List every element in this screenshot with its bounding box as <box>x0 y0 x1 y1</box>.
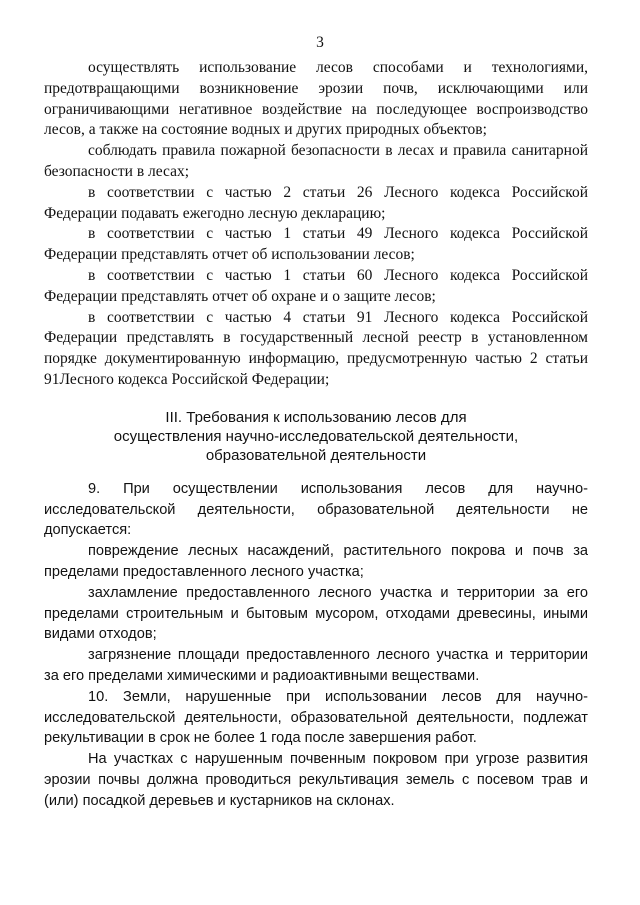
paragraph-damage: повреждение лесных насаждений, растительного покрова и почв за пределами предоставленного лесного участка; <box>44 543 588 580</box>
paragraph-recultivation: На участках с нарушенным почвенным покровом при угрозе развития эрозии почвы должна проводиться рекультивация земель с посевом трав и (или) посадкой деревьев и кустарников на склонах. <box>44 751 588 809</box>
document-body <box>44 58 588 812</box>
section-heading-line-1: III. Требования к использованию лесов для <box>165 408 467 426</box>
paragraph-fire-safety: соблюдать правила пожарной безопасности в лесах и правила санитарной безопасности в лесах; <box>44 142 588 180</box>
paragraph-protection-report: в соответствии с частью 1 статьи 60 Лесного кодекса Российской Федерации представлять отчет об охране и о защите лесов; <box>44 266 588 305</box>
section-heading-line-2: осуществления научно-исследовательской деятельности, <box>113 427 519 445</box>
section-heading-line-3: образовательной деятельности <box>205 446 427 464</box>
paragraph-usage-report: в соответствии с частью 1 статьи 49 Лесного кодекса Российской Федерации представлять отчет об использовании лесов; <box>44 225 588 264</box>
page-number: 3 <box>316 34 324 51</box>
paragraph-forest-use-methods: осуществлять использование лесов способами и технологиями, предотвращающими возникновение эрозии почв, исключающими или ограничивающими негативное воздействие на последующее воспроизводство лесов, а также на состояние водных и других природных объектов; <box>44 59 588 139</box>
section-heading <box>44 408 588 465</box>
paragraph-item-9: 9. При осуществлении использования лесов для научно-исследовательской деятельности, образовательной деятельности не допускается: <box>44 480 588 539</box>
paragraph-forest-registry: в соответствии с частью 4 статьи 91 Лесного кодекса Российской Федерации представлять в государственный лесной реестр в установленном порядке документированную информацию, предусмотренную частью 2 статьи 91Лесного кодекса Российской Федерации; <box>44 308 588 388</box>
paragraph-littering: захламление предоставленного лесного участка и территории за его пределами строительным и бытовым мусором, отходами древесины, иными видами отходов; <box>44 584 588 643</box>
paragraph-forest-declaration: в соответствии с частью 2 статьи 26 Лесного кодекса Российской Федерации подавать ежегодно лесную декларацию; <box>44 183 588 222</box>
paragraph-pollution: загрязнение площади предоставленного лесного участка и территории за его пределами химическими и радиоактивными веществами. <box>44 647 588 684</box>
paragraph-item-10: 10. Земли, нарушенные при использовании лесов для научно-исследовательской деятельности, образовательной деятельности, подлежат рекультивации в срок не более 1 года после завершения работ. <box>44 688 588 747</box>
